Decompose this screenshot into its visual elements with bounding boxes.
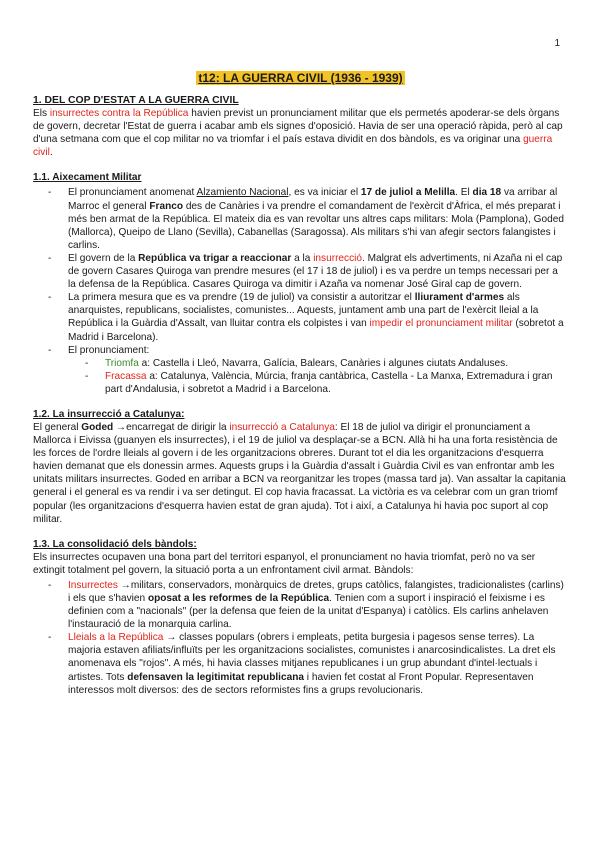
section-1-3-intro: Els insurrectes ocupaven una bona part del territori espanyol, el pronunciament no havia triomfat, però no va ser extingit totalment pel govern, la situació porta a un enfrontament civil armat. Bàndols:	[33, 551, 536, 576]
section-1-2-heading: 1.2. La insurrecció a Catalunya:	[33, 408, 185, 420]
document-title	[33, 72, 568, 85]
sub-list-item: - Triomfa a: Castella i Lleó, Navarra, Galícia, Balears, Canàries i algunes ciutats Andaluses.	[68, 357, 568, 370]
list-item: - El pronunciament anomenat Alzamiento Nacional, es va iniciar el 17 de juliol a Melilla. El dia 18 va arribar al Marroc el general Franco des de Canàries i va prendre el comandament de l'exèrcit d'Àfrica, el més preparat i més ben armat de la República. El mateix dia es van revoltar uns altres caps militars: Mola (Pamplona), Goded (Mallorca), Queipo de Llano (Sevilla), Cabanellas (Saragossa). Als militars s'hi van afegir sectors falangistes i carlins.	[33, 186, 568, 251]
pronunciament-sublist	[68, 357, 568, 396]
section-1-heading: 1. DEL COP D'ESTAT A LA GUERRA CIVIL	[33, 95, 239, 107]
section-1-1-heading: 1.1. Aixecament Militar	[33, 172, 142, 184]
list-item: - El govern de la República va trigar a reaccionar a la insurrecció. Malgrat els advertiments, ni Azaña ni el cap de govern Casares Quiroga van prendre mesures (el 17 i 18 de juliol) i es va perdre un temps necessari per a la defensa de la República. Casares Quiroga va dimitir i Azaña va nomenar José Giral cap de govern.	[33, 252, 568, 291]
list-item: - El pronunciament: - Triomfa a: Castella i Lleó, Navarra, Galícia, Balears, Canàries i algunes ciutats Andaluses. - Fracassa a: Catalunya, València, Múrcia, franja cantàbrica, Castella - La Manxa, Extremadura i gran part d'Andalusia, i sobretot a Madrid i a Barcelona.	[33, 344, 568, 396]
document-title-text: t12: LA GUERRA CIVIL (1936 - 1939)	[198, 71, 403, 85]
sub-list-item: - Fracassa a: Catalunya, València, Múrcia, franja cantàbrica, Castella - La Manxa, Extremadura i gran part d'Andalusia, i sobretot a Madrid i a Barcelona.	[68, 370, 568, 396]
list-item: - La primera mesura que es va prendre (19 de juliol) va consistir a autoritzar el lliurament d'armes als anarquistes, republicans, socialistes, comunistes... Aquests, juntament amb una part de l'exèrcit lleial a la República i la Guàrdia d'Assalt, van lluitar contra els colpistes i van impedir el pronunciament militar (sobretot a Madrid i Barcelona).	[33, 291, 568, 343]
document-body	[33, 72, 568, 697]
section-1-3-heading: 1.3. La consolidació dels bàndols:	[33, 538, 197, 550]
section-1-1-list	[33, 186, 568, 396]
section-1-2-paragraph: El general Goded →encarregat de dirigir la insurrecció a Catalunya: El 18 de juliol va dirigir el pronunciament a Mallorca i Eivissa (guanyen els insurrectes), i el 19 de juliol va desplaçar-se a BCN. Allà hi ha una forta resistència de les forces de l'ordre lleials al govern i de les organitzacions obreres. Durant tot el dia les organitzacions d'esquerra havien demanat que els donessin armes. Aquests grups i la Guàrdia d'assalt i Guàrdia Civil es van enfrontar amb les unitats militars insurrectes. Goded en arribar a BCN va reorganitzar les tropes (massa tard ja). Van assaltar la capitania general i el general es va rendir i va ser detingut. El cop havia fracassat. La victòria es va celebrar com un gran triomf popular (les organitzacions d'esquerra havien estat de gran ajuda). Tot i així, a Catalunya hi havia poc suport al cop militar.	[33, 421, 566, 525]
section-1-3-list	[33, 579, 568, 697]
section-1-paragraph: Els insurrectes contra la República havien previst un pronunciament militar que els permetés apoderar-se dels òrgans de govern, decretar l'Estat de guerra i acabar amb els signes d'oposició. Havia de ser una operació ràpida, però al cap d'una setmana com que el cop militar no va triomfar i el país estava dividit en dos bàndols, es va originar una guerra civil.	[33, 108, 563, 159]
list-item: - Insurrectes →militars, conservadors, monàrquics de dretes, grups catòlics, falangistes, tradicionalistes (carlins) i els que s'havien oposat a les reformes de la República. Tenien com a suport i inspiració el feixisme i es definien com a "nacionals" (per la defensa que feien de la unitat d'Espanya) i catòlics. Els carlins anhelaven l'instauració de la monarquia carlina.	[33, 579, 568, 631]
page-number: 1	[554, 38, 560, 49]
list-item: - Lleials a la República → classes populars (obrers i empleats, petita burgesia i pagesos sense terres). La majoria estaven afiliats/influïts per les organitzacions socialistes, comunistes i anarcosindicalistes. La dret els anomenava els "rojos". A més, hi havia classes mitjanes republicanes i un grup abundant d'intel·lectuals i artistes. Tots defensaven la legitimitat republicana i havien fet costat al Front Popular. Representaven interessos molt diversos: des de sectors reformistes fins a grups revolucionaris.	[33, 631, 568, 696]
